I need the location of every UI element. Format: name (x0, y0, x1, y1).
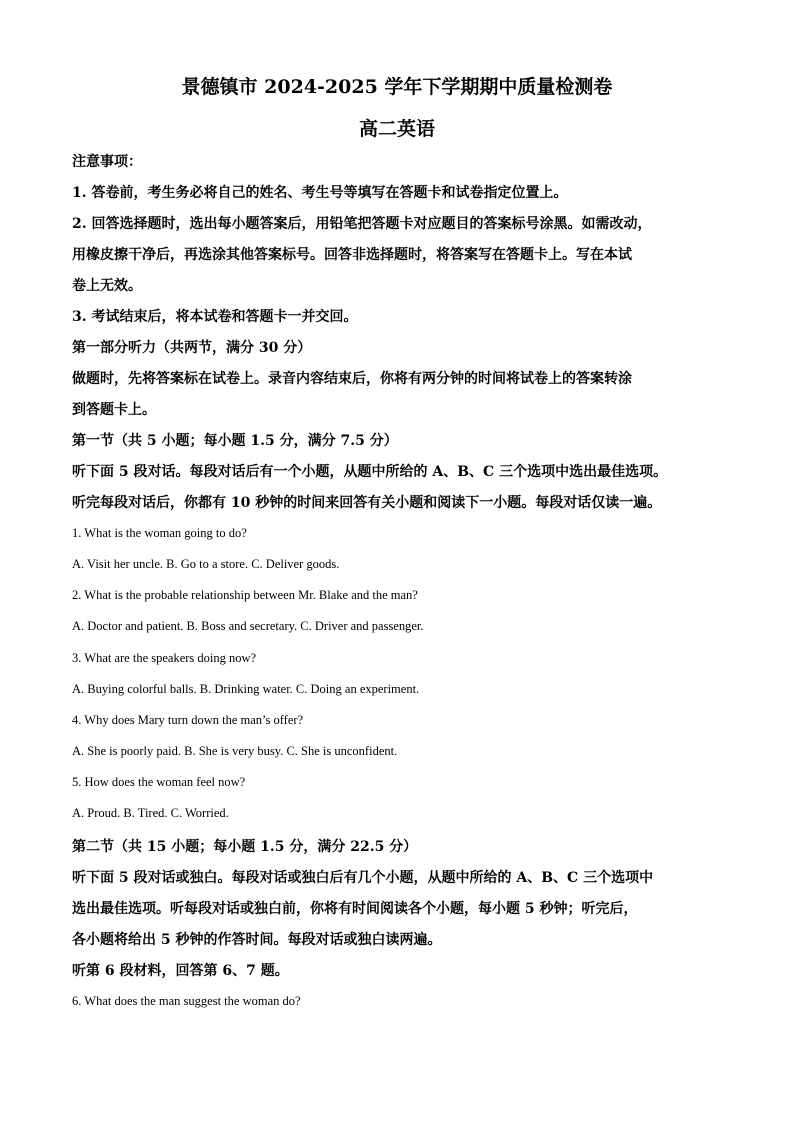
notice-item-3: 3. 考试结束后，将本试卷和答题卡一并交回。 (72, 309, 358, 325)
question-5: 5. How does the woman feel now? (72, 775, 246, 789)
question-1-options: A. Visit her uncle. B. Go to a store. C. Deliver goods. (72, 557, 340, 571)
section2-instruction-line-1: 听下面 5 段对话或独白。每段对话或独白后有几个小题，从题中所给的 A、B、C 三个选项中 (72, 870, 654, 886)
question-2-options: A. Doctor and patient. B. Boss and secretary. C. Driver and passenger. (72, 619, 424, 633)
notice-heading: 注意事项： (72, 154, 142, 170)
section1-instruction-line-1: 听下面 5 段对话。每段对话后有一个小题，从题中所给的 A、B、C 三个选项中选出最佳选项。 (72, 464, 668, 480)
material-6-heading: 听第 6 段材料，回答第 6、7 题。 (72, 963, 289, 979)
part1-instruction-line-2: 到答题卡上。 (72, 402, 156, 418)
question-3-options: A. Buying colorful balls. B. Drinking water. C. Doing an experiment. (72, 682, 420, 696)
section2-instruction-line-3: 各小题将给出 5 秒钟的作答时间。每段对话或独白读两遍。 (72, 932, 442, 948)
question-4-options: A. She is poorly paid. B. She is very busy. C. She is unconfident. (72, 744, 398, 758)
section2-instruction-line-2: 选出最佳选项。听每段对话或独白前，你将有时间阅读各个小题，每小题 5 秒钟；听完后， (72, 901, 638, 917)
section2-heading: 第二节（共 15 小题；每小题 1.5 分，满分 22.5 分） (72, 839, 418, 855)
question-4: 4. Why does Mary turn down the man’s offer? (72, 713, 304, 727)
question-2: 2. What is the probable relationship between Mr. Blake and the man? (72, 588, 418, 602)
question-5-options: A. Proud. B. Tired. C. Worried. (72, 806, 229, 820)
notice-item-2-line-1: 2. 回答选择题时，选出每小题答案后，用铅笔把答题卡对应题目的答案标号涂黑。如需改动， (72, 216, 652, 232)
part1-instruction-line-1: 做题时，先将答案标在试卷上。录音内容结束后，你将有两分钟的时间将试卷上的答案转涂 (72, 371, 632, 387)
question-1: 1. What is the woman going to do? (72, 526, 247, 540)
question-3: 3. What are the speakers doing now? (72, 651, 257, 665)
exam-subject: 高二英语 (358, 118, 435, 140)
notice-item-2-line-2: 用橡皮擦干净后，再选涂其他答案标号。回答非选择题时，将答案写在答题卡上。写在本试 (72, 247, 632, 263)
exam-title: 景德镇市 2024-2025 学年下学期期中质量检测卷 (181, 76, 613, 98)
part1-heading: 第一部分听力（共两节，满分 30 分） (72, 340, 312, 356)
section1-instruction-line-2: 听完每段对话后，你都有 10 秒钟的时间来回答有关小题和阅读下一小题。每段对话仅读一遍。 (72, 495, 662, 511)
notice-item-2-line-3: 卷上无效。 (72, 278, 142, 294)
question-6: 6. What does the man suggest the woman do? (72, 994, 301, 1008)
section1-heading: 第一节（共 5 小题；每小题 1.5 分，满分 7.5 分） (72, 433, 398, 449)
notice-item-1: 1. 答卷前，考生务必将自己的姓名、考生号等填写在答题卡和试卷指定位置上。 (72, 185, 568, 201)
